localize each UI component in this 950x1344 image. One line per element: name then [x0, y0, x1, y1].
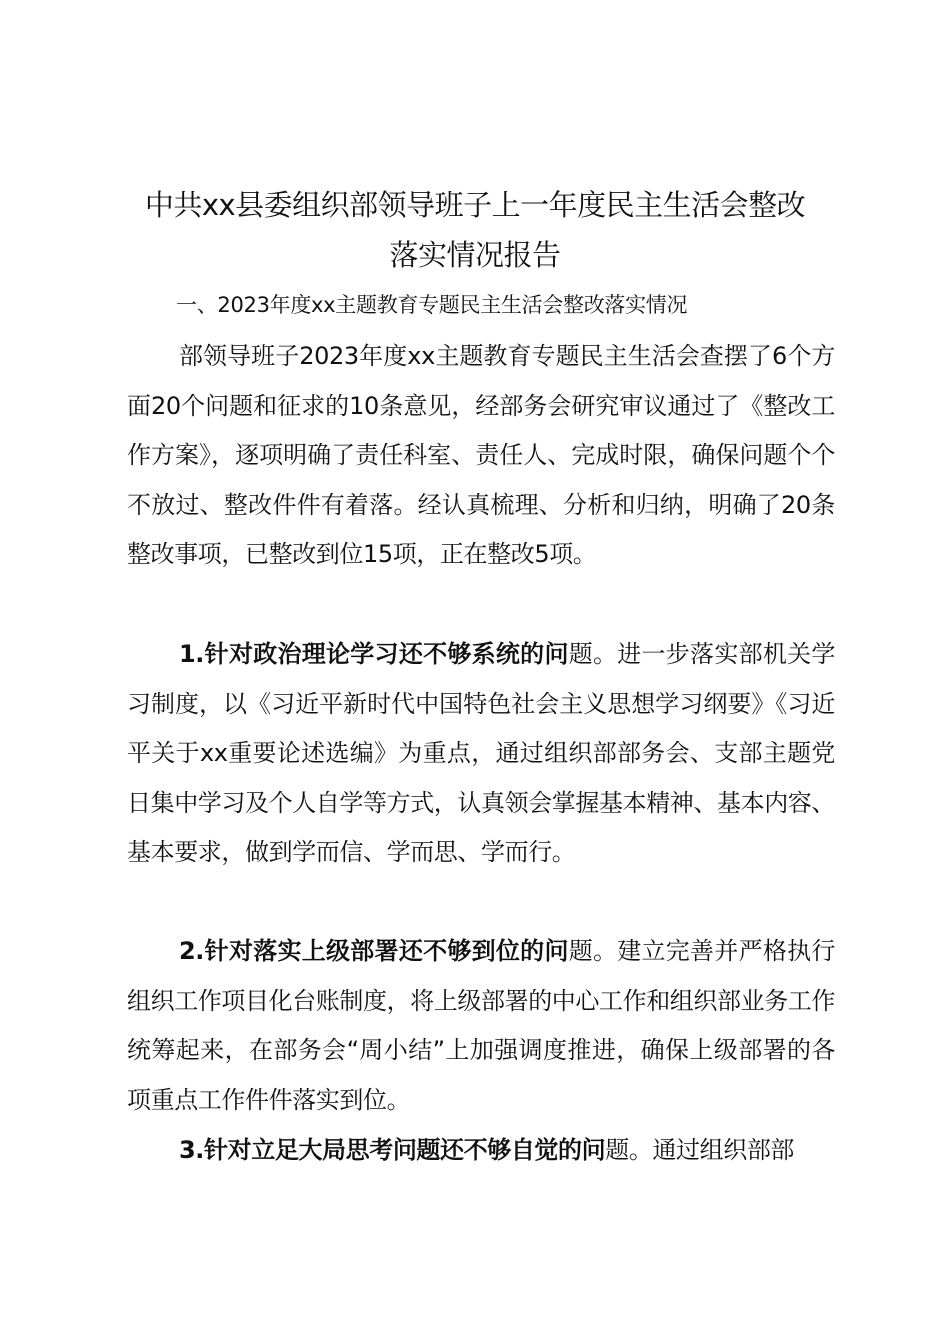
item-paragraph-2	[127, 927, 835, 1125]
item-lead-2: 2.针对落实上级部署还不够到位的问	[179, 937, 569, 965]
item-lead-1: 1.针对政治理论学习还不够系统的问	[179, 640, 569, 668]
item-paragraph-3	[127, 1126, 835, 1176]
item-body-1: 题。进一步落实部机关学习制度，以《习近平新时代中国特色社会主义思想学习纲要》《习近平关于xx重要论述选编》为重点，通过组织部部务会、支部主题党日集中学习及个人自学等方式，认真领会掌握基本精神、基本内容、基本要求，做到学而信、学而思、学而行。	[127, 640, 836, 867]
title-line-1: 中共xx县委组织部领导班子上一年度民主生活会整改	[144, 188, 806, 222]
item-body-2: 题。建立完善并严格执行组织工作项目化台账制度，将上级部署的中心工作和组织部业务工作统筹起来，在部务会“周小结”上加强调度推进，确保上级部署的各项重点工作件件落实到位。	[127, 937, 836, 1114]
document-title	[120, 180, 830, 280]
section-heading: 一、2023年度xx主题教育专题民主生活会整改落实情况	[176, 293, 688, 317]
item-paragraph-1	[127, 630, 835, 878]
title-line-2: 落实情况报告	[389, 238, 561, 272]
item-lead-3: 3.针对立足大局思考问题还不够自觉的问	[179, 1136, 606, 1164]
intro-paragraph: 部领导班子2023年度xx主题教育专题民主生活会查摆了6个方面20个问题和征求的10条意见，经部务会研究审议通过了《整改工作方案》，逐项明确了责任科室、责任人、完成时限，确保问题个个不放过、整改件件有着落。经认真梳理、分析和归纳，明确了20条整改事项，已整改到位15项，正在整改5项。	[127, 342, 835, 569]
item-body-3: 题。通过组织部部	[605, 1136, 795, 1164]
